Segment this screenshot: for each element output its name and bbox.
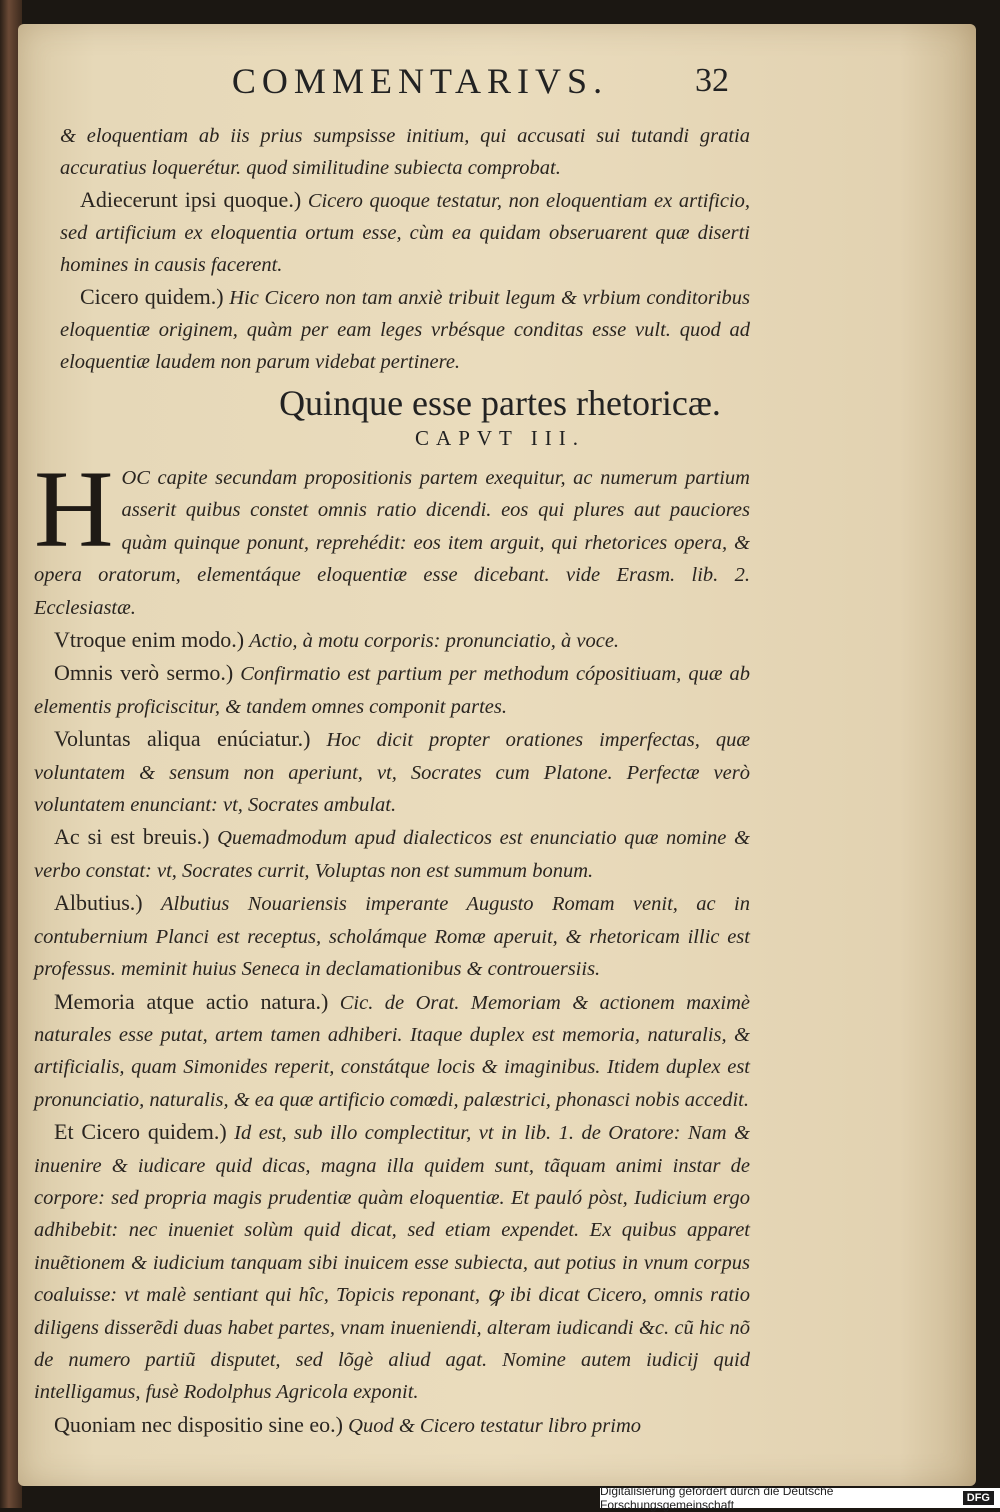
dfg-logo: DFG	[963, 1491, 994, 1505]
intro-text: OC capite secundam propositionis partem exequitur, ac numerum partium asserit quibus constet omnis ratio dicendi. eos qui plures aut pauciores quàm quinque ponunt, reprehédit: eos item arguit, qui rhetorices opera, & opera oratorum, elementáque eloquentiæ esse dicebant. vide Erasm. lib. 2. Ecclesiastæ.	[34, 467, 750, 619]
entry	[34, 657, 750, 723]
entry	[34, 1116, 750, 1409]
entry-gloss: Hic Cicero non tam anxiè tribuit legum & vrbium conditoribus eloquentiæ originem, quàm per eam leges vrbésque conditas esse vult. quod ad eloquentiæ laudem non parum videbat pertinere.	[60, 287, 750, 373]
entry-gloss: Albutius Nouariensis imperante Augusto Romam venit, ac in contubernium Planci est receptus, scholámque Romæ aperuit, & rhetoricam illic est professus. meminit huius Seneca in declamationibus & controuersiis.	[34, 893, 750, 981]
entry	[34, 887, 750, 985]
entry-lemma: Quoniam nec dispositio sine eo.)	[54, 1411, 344, 1437]
folio-number: 32	[695, 62, 729, 99]
entry	[34, 624, 750, 657]
running-title: COMMENTARIVS.	[231, 61, 609, 101]
entry-gloss: Actio, à motu corporis: pronunciatio, à voce.	[249, 630, 620, 653]
entry-lemma: Et Cicero quidem.)	[54, 1119, 227, 1145]
chapter-heading: CAPVT III.	[415, 426, 585, 450]
paragraph-continuation: & eloquentiam ab iis prius sumpsisse initium, qui accusati sui tutandi gratia accuratius loquerétur. quod similitudine subiecta comprobat.	[60, 125, 750, 179]
footer-text: Digitalisierung gefördert durch die Deutsche Forschungsgemeinschaft	[600, 1484, 834, 1512]
entry-gloss: Quod & Cicero testatur libro primo	[348, 1414, 642, 1437]
chapter-text	[34, 448, 751, 1442]
entry-gloss: Quemadmodum apud dialecticos est enunciatio quæ nomine & verbo constat: vt, Socrates currit, Voluptas non est summum bonum.	[34, 827, 750, 882]
upper-text-block	[60, 120, 750, 378]
entry-lemma: Adiecerunt ipsi quoque.)	[80, 187, 302, 212]
digitization-footer	[600, 1484, 1000, 1512]
entry-lemma: Memoria atque actio natura.)	[54, 988, 329, 1014]
entry-gloss: Cicero quoque testatur, non eloquentiam ex artificio, sed artificium ex eloquentia ortum esse, cùm ea quidam obseruarent quæ diserti homines in causis facerent.	[60, 190, 751, 276]
entry-lemma: Voluntas aliqua enúciatur.)	[54, 726, 311, 752]
entry-lemma: Cicero quidem.)	[80, 284, 224, 309]
entry-lemma: Albutius.)	[54, 890, 143, 916]
entry-gloss: Id est, sub illo complectitur, vt in lib. 1. de Oratore: Nam & inuenire & iudicare quid dicas, magna illa quidem sunt, tãquam animi instar de corpore: sed propria magis prudentiæ quàm eloquentiæ. Et pauló pòst, Iudicium ergo adhibebit: nec inueniet solùm quid dicat, sed etiam expendet. Ex quibus apparet inuẽtionem & iudicium tanquam sibi inuicem esse subiecta, aut potius in vnum corpus coaluisse: vt malè sentiant qui hîc, Topicis reponant, ꝙ ibi dicat Cicero, omnis ratio diligens disserẽdi duas habet partes, vnam inueniendi, alteram iudicandi &c. cũ hic nõ de numero partiũ disputet, sed lõgè aliud agat. Nomine autem iudicij quid intelligamus, fusè Rodolphus Agricola exponit.	[34, 1122, 750, 1404]
entry	[34, 1409, 750, 1442]
section-title: Quinque esse partes rhetoricæ.	[279, 383, 721, 423]
entry-lemma: Vtroque enim modo.)	[54, 627, 245, 653]
entry	[34, 723, 750, 821]
entry-gloss: Hoc dicit propter orationes imperfectas, quæ voluntatem & sensum non aperiunt, vt, Socrates cum Platone. Perfectæ verò voluntatem enunciant: vt, Socrates ambulat.	[34, 729, 750, 817]
entry-gloss: Cic. de Orat. Memoriam & actionem maximè naturales esse putat, artem tamen adhiberi. Itaque duplex est memoria, naturalis, & artificialis, quam Simonides reperit, constátque locis & imaginibus. Itidem duplex est pronunciatio, naturalis, & ea quæ artificio comœdi, palæstrici, phonasci nobis accedit.	[34, 991, 751, 1111]
chapter-intro	[34, 448, 750, 624]
drop-capital: H	[34, 448, 114, 570]
entry-cicero	[60, 281, 750, 378]
entry-lemma: Ac si est breuis.)	[54, 824, 210, 850]
entry	[34, 821, 750, 887]
entry	[34, 986, 750, 1117]
entry-gloss: Confirmatio est partium per methodum cópositiuam, quæ ab elementis proficiscitur, & tandem omnes componit partes.	[34, 663, 751, 718]
entry-adiecerunt	[60, 184, 750, 281]
entry-lemma: Omnis verò sermo.)	[54, 660, 234, 686]
